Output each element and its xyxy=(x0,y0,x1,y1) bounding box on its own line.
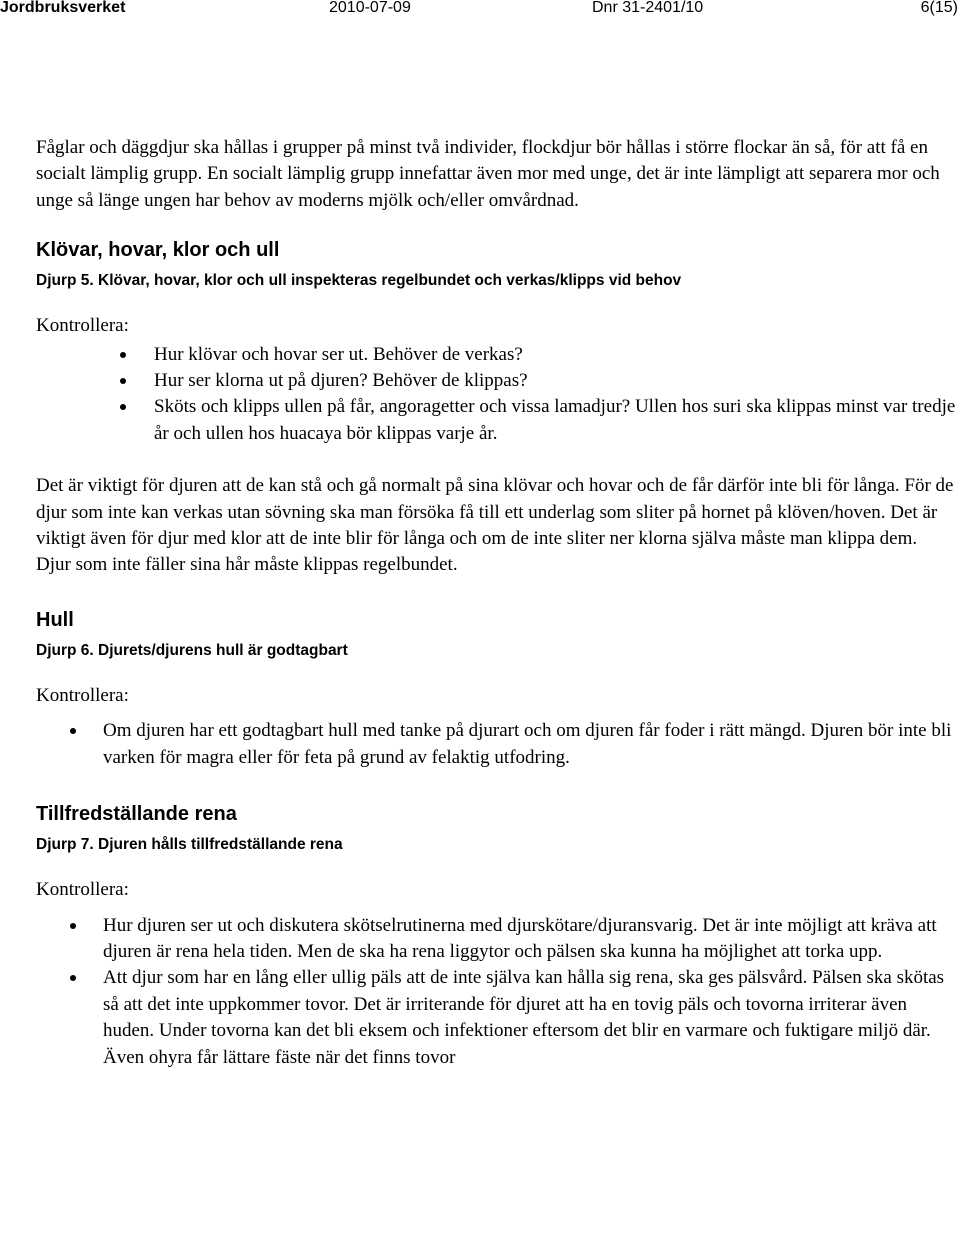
list-item: Hur ser klorna ut på djuren? Behöver de klippas? xyxy=(36,368,956,394)
page-header xyxy=(0,0,960,20)
kontrollera-label: Kontrollera: xyxy=(36,879,129,901)
djurp-7-title: Djurp 7. Djuren hålls tillfredställande rena xyxy=(36,836,343,854)
rena-checklist xyxy=(36,913,956,1071)
intro-paragraph: Fåglar och däggdjur ska hållas i grupper på minst två individer, flockdjur bör hållas i större flockar än så, för att få en socialt lämplig grupp. En socialt lämplig grupp innefattar även mor med unge, det är inte lämpligt att separera mor och unge så länge ungen har behov av moderns mjölk och/eller omvårdnad. xyxy=(36,137,940,211)
list-item: Hur klövar och hovar ser ut. Behöver de verkas? xyxy=(36,342,956,368)
header-organization: Jordbruksverket xyxy=(0,0,126,16)
header-page-number: 6(15) xyxy=(920,0,958,16)
document-body xyxy=(36,135,956,1071)
heading-hull: Hull xyxy=(36,608,74,631)
hull-checklist xyxy=(36,718,956,771)
header-reference: Dnr 31-2401/10 xyxy=(592,0,704,16)
kontrollera-label: Kontrollera: xyxy=(36,315,129,337)
header-date: 2010-07-09 xyxy=(329,0,411,16)
klovar-body-paragraph-2: Djur som inte fäller sina hår måste klippas regelbundet. xyxy=(36,554,458,576)
list-item: Att djur som har en lång eller ullig päls att de inte själva kan hålla sig rena, ska ges pälsvård. Pälsen ska skötas så att det inte uppkommer tovor. Det är irriterande för djuret att ha en tovig päls och tovorna irriterar även huden. Under tovorna kan det bli eksem och infektioner eftersom det blir en varmare och fuktigare miljö där. Även ohyra får lättare fäste när det finns tovor xyxy=(36,965,956,1071)
klovar-body-paragraph: Det är viktigt för djuren att de kan stå och gå normalt på sina klövar och hovar och de får därför inte bli för långa. För de djur som inte kan verkas utan sövning ska man försöka få till ett underlag som sliter på hornet på klöven/hoven. Det är viktigt även för djur med klor att de inte blir för långa och om de inte sliter ner klorna själva måste man klippa dem. xyxy=(36,475,954,550)
list-item: Sköts och klipps ullen på får, angoragetter och vissa lamadjur? Ullen hos suri ska klippas minst var tredje år och ullen hos huacaya bör klippas varje år. xyxy=(36,394,956,447)
djurp-5-title: Djurp 5. Klövar, hovar, klor och ull inspekteras regelbundet och verkas/klipps vid behov xyxy=(36,272,682,290)
klovar-checklist xyxy=(36,342,956,448)
djurp-6-title: Djurp 6. Djurets/djurens hull är godtagbart xyxy=(36,641,348,659)
heading-rena: Tillfredställande rena xyxy=(36,803,237,826)
list-item: Om djuren har ett godtagbart hull med tanke på djurart och om djuren får foder i rätt mängd. Djuren bör inte bli varken för magra eller för feta på grund av felaktig utfodring. xyxy=(36,718,956,771)
list-item: Hur djuren ser ut och diskutera skötselrutinerna med djurskötare/djuransvarig. Det är inte möjligt att kräva att djuren är rena hela tiden. Men de ska ha rena liggytor och pälsen ska kunna ha möjlighet att torka upp. xyxy=(36,913,956,966)
kontrollera-label: Kontrollera: xyxy=(36,684,129,706)
heading-klovar: Klövar, hovar, klor och ull xyxy=(36,239,280,262)
